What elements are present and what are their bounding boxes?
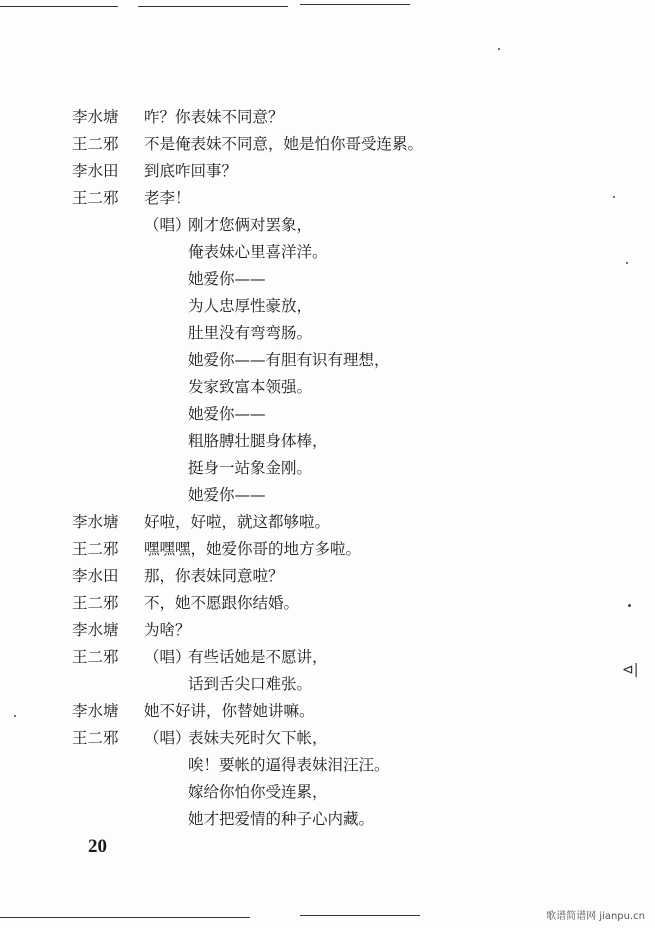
script-line — [72, 671, 632, 698]
bottom-scan-rule — [300, 915, 420, 916]
verse-line: 她爱你—— — [188, 270, 266, 288]
verse-line: 俺表妹心里喜洋洋。 — [188, 243, 328, 261]
script-line — [72, 401, 632, 428]
speaker-name: 王二邪 — [72, 594, 119, 612]
bottom-scan-rule — [0, 917, 250, 918]
verse-line: 发家致富本领强。 — [188, 378, 313, 396]
sung-marker: （唱） — [144, 729, 191, 747]
script-line — [72, 725, 632, 752]
verse-line: 嫁给你怕你受连累， — [188, 783, 328, 801]
script-line — [72, 266, 632, 293]
speaker-name: 王二邪 — [72, 540, 119, 558]
dialogue-text: 老李！ — [144, 189, 191, 207]
dialogue-text: 好啦，好啦，就这都够啦。 — [144, 513, 331, 531]
script-line — [72, 563, 632, 590]
watermark: 歌谱简谱网 jianpu.cn — [546, 911, 645, 922]
speaker-name: 李水塘 — [72, 513, 119, 531]
script-line — [72, 185, 632, 212]
script-line — [72, 320, 632, 347]
scan-speck — [613, 196, 615, 198]
dialogue-text: 她不好讲，你替她讲嘛。 — [144, 702, 315, 720]
script-line — [72, 536, 632, 563]
script-line — [72, 158, 632, 185]
script-line — [72, 428, 632, 455]
verse-line: 话到舌尖口难张。 — [188, 675, 313, 693]
margin-mark: ⊲| — [622, 662, 639, 678]
top-scan-rule — [138, 6, 288, 7]
verse-line: 肚里没有弯弯肠。 — [188, 324, 313, 342]
scan-speck — [498, 48, 500, 50]
dialogue-text: 有些话她是不愿讲， — [188, 648, 328, 666]
script-line — [72, 104, 632, 131]
top-scan-rule — [300, 4, 410, 5]
dialogue-text: 到底咋回事？ — [144, 162, 238, 180]
speaker-name: 李水田 — [72, 567, 119, 585]
script-line — [72, 590, 632, 617]
script-line — [72, 806, 632, 833]
script-line — [72, 131, 632, 158]
script-line — [72, 455, 632, 482]
scan-speck — [626, 262, 628, 264]
sung-marker: （唱） — [144, 216, 191, 234]
script-text — [72, 104, 632, 833]
dialogue-text: 为啥？ — [144, 621, 191, 639]
script-line — [72, 293, 632, 320]
dialogue-text: 表妹夫死时欠下帐， — [188, 729, 328, 747]
verse-line: 唉！要帐的逼得表妹泪汪汪。 — [188, 756, 390, 774]
speaker-name: 李水塘 — [72, 108, 119, 126]
script-line — [72, 509, 632, 536]
dialogue-text: 嘿嘿嘿，她爱你哥的地方多啦。 — [144, 540, 362, 558]
dialogue-text: 不是俺表妹不同意，她是怕你哥受连累。 — [144, 135, 424, 153]
page-number: 20 — [88, 836, 107, 857]
verse-line: 她爱你—— — [188, 486, 266, 504]
verse-line: 她爱你——有胆有识有理想， — [188, 351, 390, 369]
dialogue-text: 不，她不愿跟你结婚。 — [144, 594, 300, 612]
dialogue-text: 那，你表妹同意啦？ — [144, 567, 284, 585]
script-line — [72, 779, 632, 806]
verse-line: 粗胳膊壮腿身体棒， — [188, 432, 328, 450]
speaker-name: 王二邪 — [72, 135, 119, 153]
scan-speck — [14, 715, 16, 717]
script-line — [72, 752, 632, 779]
speaker-name: 李水田 — [72, 162, 119, 180]
dialogue-text: 刚才您俩对罢象， — [188, 216, 313, 234]
script-line — [72, 374, 632, 401]
script-line — [72, 482, 632, 509]
speaker-name: 李水塘 — [72, 702, 119, 720]
speaker-name: 王二邪 — [72, 189, 119, 207]
script-line — [72, 212, 632, 239]
speaker-name: 李水塘 — [72, 621, 119, 639]
script-line — [72, 347, 632, 374]
verse-line: 她爱你—— — [188, 405, 266, 423]
dialogue-text: 咋？你表妹不同意？ — [144, 108, 284, 126]
script-line — [72, 239, 632, 266]
top-scan-rule — [0, 6, 118, 7]
script-line — [72, 644, 632, 671]
script-line — [72, 617, 632, 644]
sung-marker: （唱） — [144, 648, 191, 666]
verse-line: 她才把爱情的种子心内藏。 — [188, 810, 375, 828]
verse-line: 挺身一站象金刚。 — [188, 459, 313, 477]
scan-speck — [628, 604, 631, 607]
verse-line: 为人忠厚性豪放， — [188, 297, 313, 315]
speaker-name: 王二邪 — [72, 729, 119, 747]
script-line — [72, 698, 632, 725]
speaker-name: 王二邪 — [72, 648, 119, 666]
